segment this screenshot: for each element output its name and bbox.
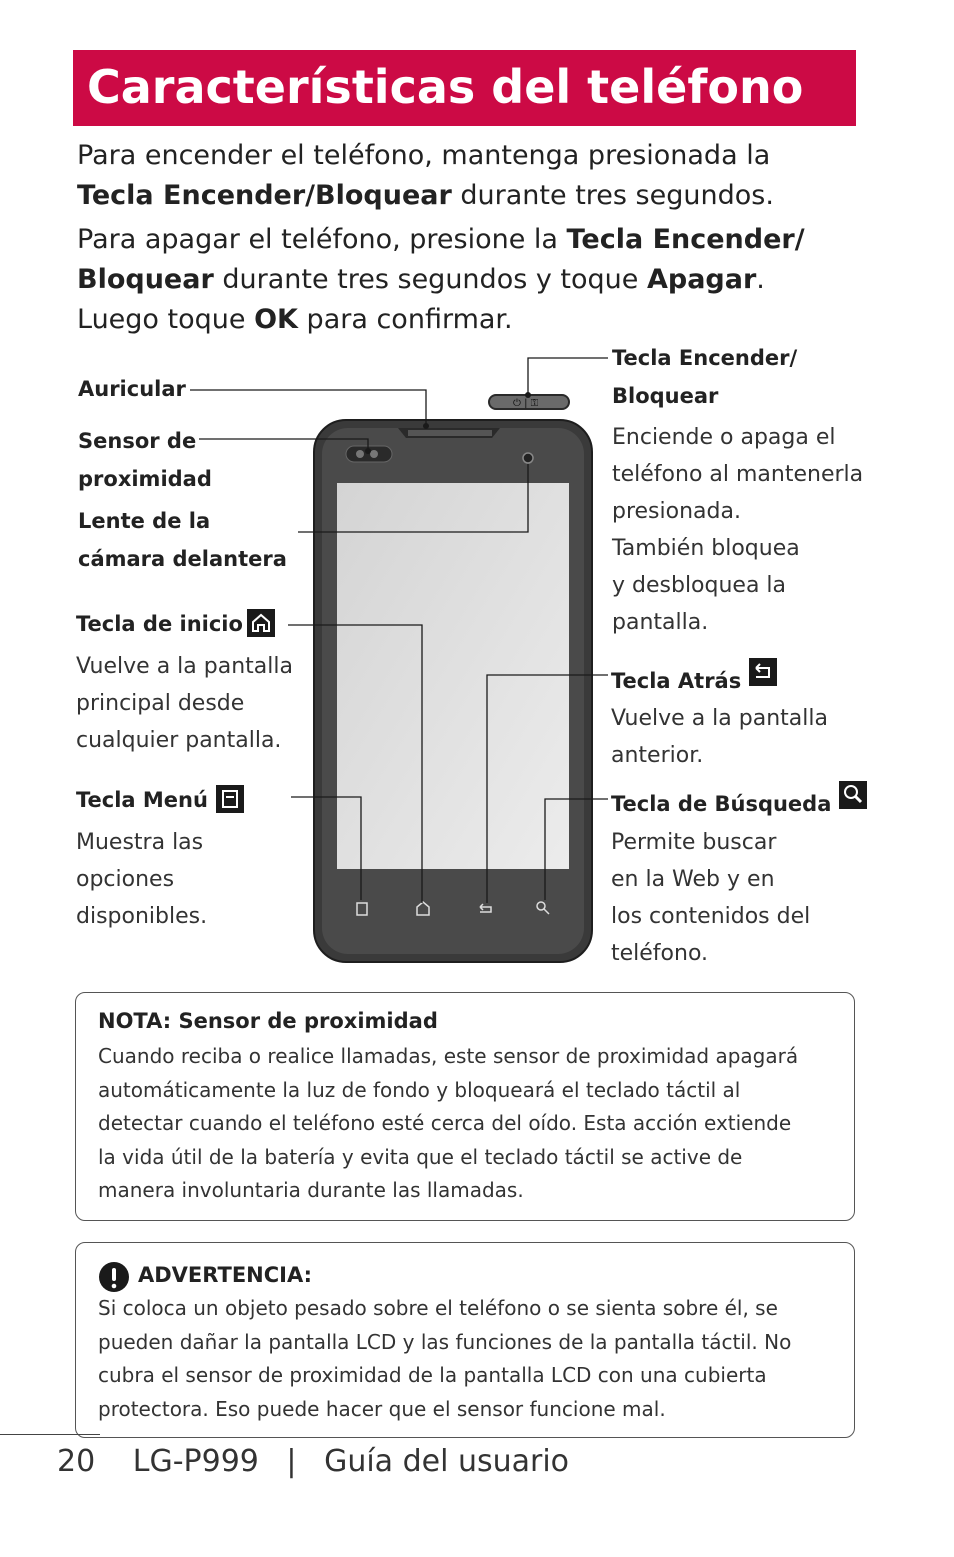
- intro-p2-f: .: [756, 264, 765, 295]
- note-text: [98, 1040, 838, 1208]
- intro-p1-line2: [77, 176, 774, 216]
- tecla-inicio-text: Tecla de inicio: [76, 612, 243, 636]
- menu-description: [76, 824, 207, 935]
- label-tecla-atras: [611, 658, 777, 700]
- label-tecla-busqueda: [611, 781, 867, 823]
- intro-p2-e: Apagar: [646, 264, 757, 295]
- home-icon: [247, 609, 275, 637]
- inicio-description: [76, 648, 293, 759]
- earpiece-grille: [408, 430, 492, 436]
- leader-auricular-dot: [423, 423, 429, 429]
- inicio-desc-line: cualquier pantalla.: [76, 728, 282, 753]
- warning-title: ADVERTENCIA:: [138, 1263, 313, 1287]
- leader-sensor-dot: [365, 448, 371, 454]
- footer-model: LG-P999: [132, 1444, 259, 1479]
- power-desc-line: pantalla.: [612, 610, 709, 635]
- search-icon: [839, 781, 867, 809]
- note-line: automáticamente la luz de fondo y bloqueará el teclado táctil al: [98, 1077, 741, 1102]
- note-title: NOTA: Sensor de proximidad: [98, 1009, 438, 1033]
- page-footer: [57, 1444, 569, 1479]
- busqueda-description: [611, 824, 810, 972]
- label-sensor-line1: Sensor de: [78, 429, 197, 453]
- section-header: [73, 50, 856, 126]
- intro-p2-h: OK: [254, 304, 298, 335]
- warning-icon: [98, 1261, 130, 1293]
- note-line: la vida útil de la batería y evita que el teclado táctil se active de: [98, 1144, 743, 1169]
- warning-line: protectora. Eso puede hacer que el sensor funcione mal.: [98, 1396, 666, 1421]
- label-lente-line2: cámara delantera: [78, 547, 287, 571]
- note-line: detectar cuando el teléfono esté cerca del oído. Esta acción extiende: [98, 1111, 792, 1135]
- power-desc-line: presionada.: [612, 499, 741, 524]
- power-description: [612, 419, 863, 641]
- front-camera: [523, 453, 533, 463]
- footer-separator: |: [286, 1444, 297, 1479]
- warning-line: Si coloca un objeto pesado sobre el teléfono o se sienta sobre él, se: [98, 1296, 778, 1320]
- inicio-desc-line: principal desde: [76, 691, 245, 716]
- busqueda-desc-line: los contenidos del: [611, 904, 811, 929]
- leader-power-dot: [525, 392, 531, 398]
- intro-p2-i: para confirmar.: [297, 304, 513, 335]
- intro-p2-line1: [77, 220, 805, 260]
- busqueda-desc-line: Permite buscar: [611, 830, 777, 855]
- sensor-dot-1: [356, 450, 364, 458]
- page-title: Características del teléfono: [87, 60, 804, 114]
- intro-p2-line3: [77, 300, 805, 340]
- label-lente-line1: Lente de la: [78, 509, 211, 533]
- tecla-menu-text: Tecla Menú: [76, 788, 208, 812]
- intro-p1-line1: Para encender el teléfono, mantenga presionada la: [77, 140, 771, 171]
- menu-desc-line: Muestra las: [76, 830, 204, 855]
- intro-p2-line2: [77, 260, 805, 300]
- label-tecla-inicio: [76, 605, 275, 643]
- phone-screen: [337, 483, 569, 869]
- atras-desc-line: Vuelve a la pantalla: [611, 706, 828, 731]
- label-tecla-menu: [76, 781, 244, 819]
- busqueda-desc-line: en la Web y en: [611, 867, 775, 892]
- power-desc-line: Enciende o apaga el: [612, 425, 836, 450]
- intro-p2-b: Tecla Encender/: [566, 224, 805, 255]
- label-auricular: Auricular: [78, 377, 186, 401]
- warning-line: cubra el sensor de proximidad de la pantalla LCD con una cubierta: [98, 1363, 767, 1387]
- intro-paragraph-2: [77, 220, 805, 340]
- page-number: 20: [57, 1444, 96, 1479]
- tecla-atras-text: Tecla Atrás: [611, 669, 742, 693]
- sensor-dot-2: [370, 450, 378, 458]
- leader-power: [528, 358, 608, 395]
- power-desc-line: y desbloquea la: [612, 573, 787, 598]
- intro-p2-d: durante tres segundos y toque: [213, 264, 647, 295]
- back-icon: [749, 658, 777, 686]
- inicio-desc-line: Vuelve a la pantalla: [76, 654, 293, 679]
- busqueda-desc-line: teléfono.: [611, 941, 709, 966]
- atras-desc-line: anterior.: [611, 743, 704, 768]
- footer-rule: [0, 1434, 100, 1435]
- label-power-line1: Tecla Encender/: [612, 346, 798, 370]
- atras-description: [611, 700, 828, 774]
- menu-desc-line: disponibles.: [76, 904, 208, 929]
- intro-p2-g: Luego toque: [77, 304, 255, 335]
- menu-desc-line: opciones: [76, 867, 175, 892]
- intro-p2-c: Bloquear: [77, 264, 214, 295]
- warning-line: pueden dañar la pantalla LCD y las funciones de la pantalla táctil. No: [98, 1329, 792, 1354]
- menu-icon: [216, 785, 244, 813]
- warning-text: [98, 1292, 838, 1426]
- power-desc-line: teléfono al mantenerla: [612, 462, 864, 487]
- intro-p2-a: Para apagar el teléfono, presione la: [77, 224, 567, 255]
- note-box: [75, 992, 855, 1221]
- power-button-symbol: ⏻ | ⚿: [513, 398, 539, 409]
- intro-paragraph-1: [77, 136, 774, 216]
- note-line: manera involuntaria durante las llamadas.: [98, 1178, 524, 1202]
- warning-box: [75, 1242, 855, 1438]
- tecla-busqueda-text: Tecla de Búsqueda: [611, 792, 832, 816]
- note-line: Cuando reciba o realice llamadas, este sensor de proximidad apagará: [98, 1044, 799, 1068]
- power-desc-line: También bloquea: [612, 536, 800, 561]
- intro-p1-bold: Tecla Encender/Bloquear: [77, 180, 452, 211]
- label-power-line2: Bloquear: [612, 384, 719, 408]
- footer-guide: Guía del usuario: [324, 1444, 570, 1479]
- intro-p1-rest: durante tres segundos.: [451, 180, 774, 211]
- label-sensor-line2: proximidad: [78, 467, 212, 491]
